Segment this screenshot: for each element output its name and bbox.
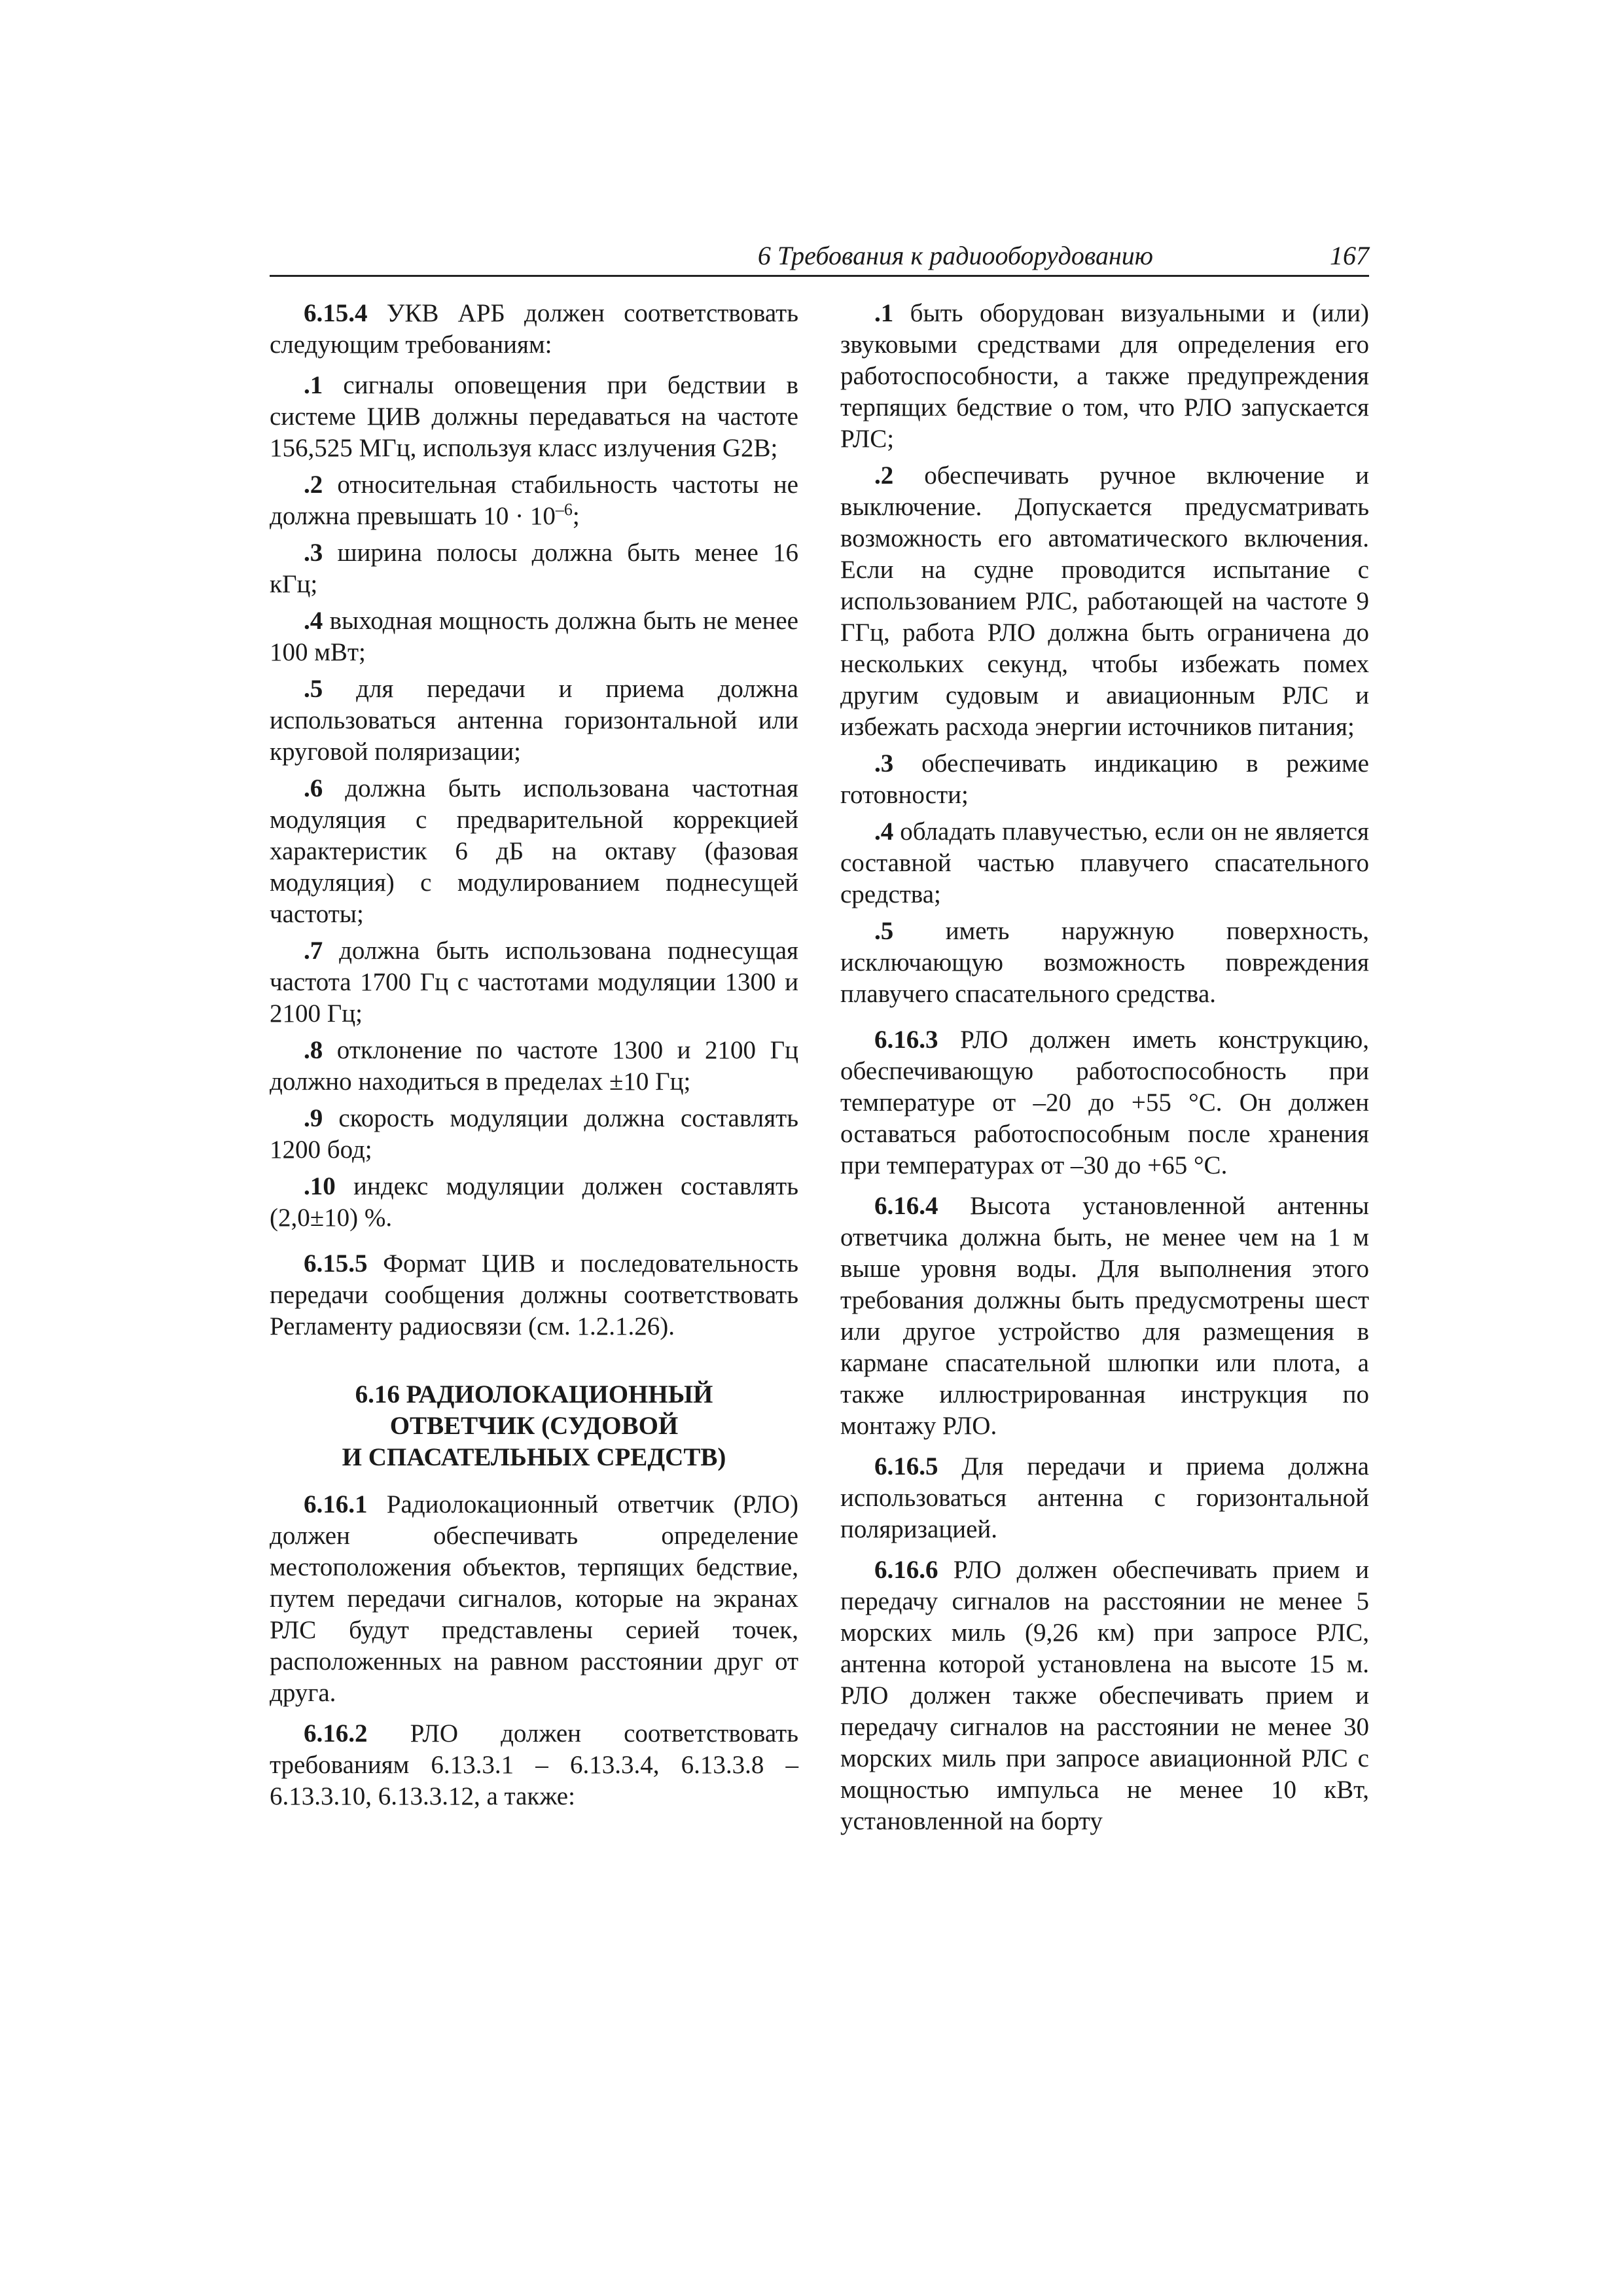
left-column bbox=[270, 298, 798, 1821]
clause-number: 6.16.1 bbox=[304, 1490, 368, 1518]
item-text: иметь наружную поверхность, исключающую возможность повреждения плавучего спасательного средства. bbox=[840, 917, 1369, 1008]
paragraph-6-16-2 bbox=[270, 1718, 798, 1812]
item-number: .7 bbox=[304, 937, 323, 965]
item-text: скорость модуляции должна составлять 1200 бод; bbox=[270, 1104, 798, 1164]
heading-line: И СПАСАТЕЛЬНЫХ СРЕДСТВ) bbox=[342, 1443, 726, 1471]
list-item bbox=[270, 773, 798, 930]
item-text: отклонение по частоте 1300 и 2100 Гц должно находиться в пределах ±10 Гц; bbox=[270, 1036, 798, 1096]
item-text: ширина полосы должна быть менее 16 кГц; bbox=[270, 539, 798, 598]
item-text: должна быть использована поднесущая частота 1700 Гц с частотами модуляции 1300 и 2100 Гц; bbox=[270, 937, 798, 1028]
item-text: быть оборудован визуальными и (или) звуковыми средствами для определения его работоспособности, а также предупреждения терпящих бедствие о том, что РЛО запускается РЛС; bbox=[840, 299, 1369, 453]
list-item bbox=[270, 1171, 798, 1234]
item-text: сигналы оповещения при бедствии в системе ЦИВ должны передаваться на частоте 156,525 МГц, используя класс излучения G2B; bbox=[270, 371, 798, 462]
clause-text: РЛО должен иметь конструкцию, обеспечивающую работоспособность при температуре от –20 до +55 °C. Он должен оставаться работоспособным после хранения при температурах от –30 до +65 °C. bbox=[840, 1026, 1369, 1179]
list-item bbox=[270, 1035, 798, 1098]
item-number: .5 bbox=[304, 675, 323, 703]
item-text: обеспечивать ручное включение и выключение. Допускается предусматривать возможность его автоматического включения. Если на судне проводится испытание с использованием РЛС, работающей на частоте 9 ГГц, работа РЛО должна быть ограничена до нескольких секунд, чтобы избежать помех другим судовым и авиационным РЛС и избежать расхода энергии источников питания; bbox=[840, 461, 1369, 741]
item-number: .4 bbox=[874, 817, 894, 846]
item-number: .9 bbox=[304, 1104, 323, 1132]
item-text-tail: ; bbox=[572, 502, 580, 530]
item-number: .4 bbox=[304, 607, 323, 635]
paragraph-6-16-1 bbox=[270, 1489, 798, 1709]
list-item bbox=[270, 673, 798, 768]
paragraph-6-16-5 bbox=[840, 1451, 1369, 1545]
list-item bbox=[270, 370, 798, 464]
item-number: .3 bbox=[304, 539, 323, 567]
list-item bbox=[270, 469, 798, 532]
chapter-title: 6 Требования к радиооборудованию bbox=[757, 241, 1153, 270]
item-number: .1 bbox=[874, 299, 894, 327]
list-item bbox=[270, 1103, 798, 1166]
paragraph-6-16-4 bbox=[840, 1191, 1369, 1442]
heading-line: 6.16 РАДИОЛОКАЦИОННЫЙ bbox=[355, 1380, 713, 1408]
list-item bbox=[840, 816, 1369, 910]
section-heading bbox=[270, 1379, 798, 1473]
right-column bbox=[840, 298, 1369, 1846]
clause-number: 6.16.4 bbox=[874, 1192, 938, 1220]
clause-text: Формат ЦИВ и последовательность передачи сообщения должны соответствовать Регламенту радиосвязи (см. 1.2.1.26). bbox=[270, 1249, 798, 1340]
item-text: обладать плавучестью, если он не является составной частью плавучего спасательного средства; bbox=[840, 817, 1369, 908]
list-item bbox=[270, 605, 798, 668]
item-number: .5 bbox=[874, 917, 894, 945]
paragraph-6-16-6 bbox=[840, 1554, 1369, 1837]
paragraph-6-15-5 bbox=[270, 1248, 798, 1342]
paragraph-6-16-3 bbox=[840, 1024, 1369, 1181]
item-text: обеспечивать индикацию в режиме готовности; bbox=[840, 749, 1369, 809]
clause-text: РЛО должен соответствовать требованиям 6.13.3.1 – 6.13.3.4, 6.13.3.8 – 6.13.3.10, 6.13.3.12, а также: bbox=[270, 1719, 798, 1810]
clause-text: Радиолокационный ответчик (РЛО) должен обеспечивать определение местоположения объектов, терпящих бедствие, путем передачи сигналов, которые на экранах РЛС будут представлены серией точек, расположенных на равном расстоянии друг от друга. bbox=[270, 1490, 798, 1707]
item-number: .2 bbox=[874, 461, 894, 490]
item-number: .3 bbox=[874, 749, 894, 778]
paragraph-6-15-4 bbox=[270, 298, 798, 361]
item-text: должна быть использована частотная модуляция с предварительной коррекцией характеристик 6 дБ на октаву (фазовая модуляция) с модулированием поднесущей частоты; bbox=[270, 774, 798, 928]
list-item bbox=[840, 916, 1369, 1010]
running-header bbox=[270, 241, 1369, 277]
item-number: .6 bbox=[304, 774, 323, 802]
clause-text: РЛО должен обеспечивать прием и передачу сигналов на расстоянии не менее 5 морских миль (9,26 км) при запросе РЛС, антенна которой установлена на высоте 15 м. РЛО должен также обеспечивать прием и передачу сигналов на расстоянии не менее 30 морских миль при запросе авиационной РЛС с мощностью импульса не менее 10 кВт, установленной на борту bbox=[840, 1556, 1369, 1835]
clause-text: УКВ АРБ должен соответствовать следующим требованиям: bbox=[270, 299, 798, 359]
item-text: индекс модуляции должен составлять (2,0±10) %. bbox=[270, 1172, 798, 1232]
clause-number: 6.16.5 bbox=[874, 1452, 938, 1480]
item-number: .2 bbox=[304, 471, 323, 499]
item-number: .8 bbox=[304, 1036, 323, 1064]
list-item bbox=[840, 460, 1369, 743]
clause-number: 6.15.5 bbox=[304, 1249, 368, 1278]
heading-line: ОТВЕТЧИК (СУДОВОЙ bbox=[389, 1412, 679, 1440]
clause-number: 6.16.2 bbox=[304, 1719, 368, 1748]
clause-text: Высота установленной антенны ответчика должна быть, не менее чем на 1 м выше уровня воды. Для выполнения этого требования должны быть предусмотрены шест или другое устройство для размещения в кармане спасательной шлюпки или плота, а также иллюстрированная инструкция по монтажу РЛО. bbox=[840, 1192, 1369, 1440]
clause-number: 6.16.6 bbox=[874, 1556, 938, 1584]
exponent: –6 bbox=[555, 500, 573, 519]
clause-text: Для передачи и приема должна использоваться антенна с горизонтальной поляризацией. bbox=[840, 1452, 1369, 1543]
item-text: выходная мощность должна быть не менее 100 мВт; bbox=[270, 607, 798, 666]
list-item bbox=[270, 935, 798, 1030]
clause-number: 6.15.4 bbox=[304, 299, 368, 327]
item-text: для передачи и приема должна использоваться антенна горизонтальной или круговой поляризации; bbox=[270, 675, 798, 766]
item-text: относительная стабильность частоты не должна превышать 10 · 10 bbox=[270, 471, 798, 530]
list-item bbox=[840, 298, 1369, 455]
page-number: 167 bbox=[1330, 241, 1369, 270]
list-item bbox=[270, 537, 798, 600]
item-number: .10 bbox=[304, 1172, 336, 1200]
item-number: .1 bbox=[304, 371, 323, 399]
list-item bbox=[840, 748, 1369, 811]
clause-number: 6.16.3 bbox=[874, 1026, 938, 1054]
